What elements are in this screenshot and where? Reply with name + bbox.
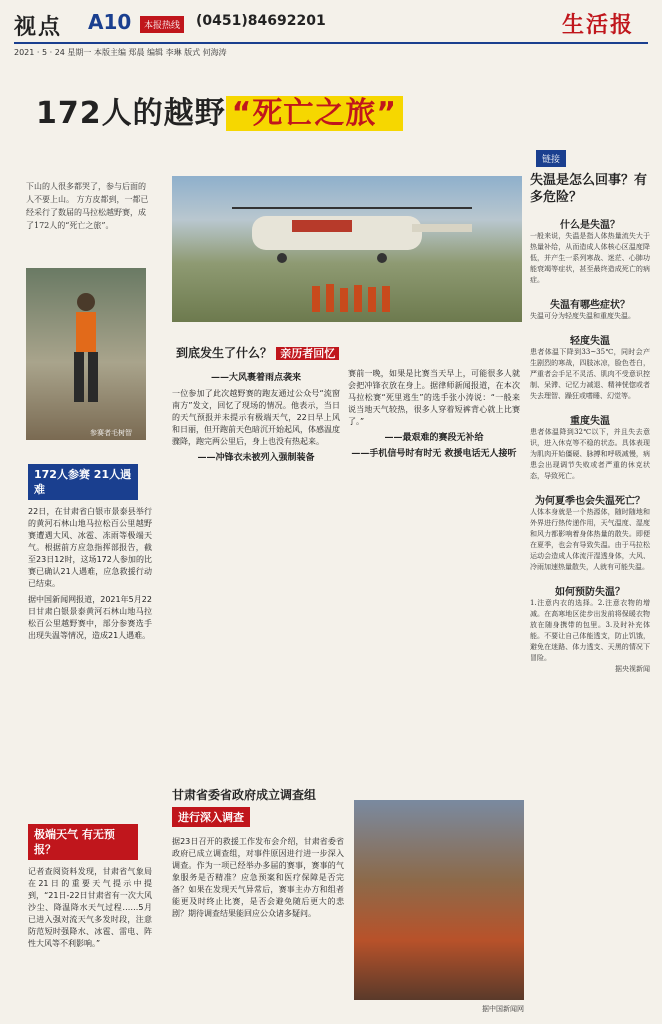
article-text-4: 据中国新闻网报道，2021年5月22日甘肃白银景泰黄河石林山地马拉松百公里越野赛中，部分参赛选手出现失温等情况，造成21人遇难。 xyxy=(28,595,152,640)
sidebar-q3: 轻度失温 xyxy=(570,336,610,347)
runner-figure-icon xyxy=(56,288,116,428)
helicopter-rescue-photo xyxy=(172,176,522,322)
hotline-phone: (0451)84692201 xyxy=(196,13,326,29)
newspaper-logo: 生活报 xyxy=(561,12,634,38)
source-2: 据央视新闻 xyxy=(615,665,650,673)
sidebar-q2: 失温有哪些症状？ xyxy=(550,300,630,311)
section-question xyxy=(176,344,339,361)
sidebar-q6: 如何预防失温？ xyxy=(555,587,625,598)
article-column-left xyxy=(28,506,152,642)
section-tag: 亲历者回忆 xyxy=(276,347,339,360)
article-column-1 xyxy=(172,368,340,468)
bottom-title-text: 甘肃省委省政府成立调查组 xyxy=(172,788,317,802)
helicopter-icon xyxy=(232,196,472,266)
headline-prefix: 172人的越野 xyxy=(36,96,226,131)
banner-weather: 极端天气 有无预报？ xyxy=(28,824,138,860)
rescuers-group-icon xyxy=(302,276,422,316)
link-tag: 链接 xyxy=(536,150,566,167)
sidebar-a2: 失温可分为轻度失温和重度失温。 xyxy=(530,312,635,320)
section-title: 视点 xyxy=(14,14,63,40)
article-text-1: 一位参加了此次越野赛的跑友通过公众号“流窗南方”发文，回忆了现场的情况。他表示，当日的天气预报并未提示有极端天气，22日早上风和日丽，但开跑前天色暗沉开始起风，体感温度骤降，跑完两公里后，身上也没有热起来。 xyxy=(172,389,340,446)
hotline-badge: 本报热线 xyxy=(140,16,184,33)
sidebar-a3: 患者体温下降到33~35℃，同时会产生剧烈的寒战，四肢冰凉，脸色苍白，严重者会手足不灵活、肌肉不受意识控制、呆滞、记忆力减退、精神恍惚或者失去理智、躁狂或嗜睡、幻觉等。 xyxy=(530,348,650,400)
source-1: 据中国新闻网 xyxy=(482,1005,524,1013)
bottom-title xyxy=(172,786,316,827)
subhead-4: ——手机信号时有时无 救援电话无人接听 xyxy=(351,449,517,459)
sidebar-title: 失温是怎么回事？有多危险？ xyxy=(530,173,648,205)
section-question-text: 到底发生了什么？ xyxy=(176,346,273,360)
lead-caption: 下山的人很多都哭了，参与后面的人不要上山。 方方皮都到，一都已经采行了数届的马拉松越野赛，成了172人的“死亡之旅”。 xyxy=(26,182,149,230)
sidebar-q1: 什么是失温？ xyxy=(560,220,620,231)
sidebar-q4: 重度失温 xyxy=(570,416,610,427)
subhead-2: ——冲锋衣未被列入强制装备 xyxy=(197,453,315,463)
article-text-2: 赛前一晚，如果是比赛当天早上，可能很多人就会把冲锋衣放在身上。据律师新闻报道，在本次马拉松赛“死里逃生”的选手张小涛说：“一般来说当地天气较热，很多人穿着短裤背心就上比赛了。” xyxy=(348,369,520,426)
sidebar-a1: 一般来说，失温是指人体热量流失大于热量补给，从而造成人体核心区温度降低，并产生一系列寒战、迷茫、心肺功能衰竭等症状，甚至最终造成死亡的病症。 xyxy=(530,232,650,284)
dateline: 2021 · 5 · 24 星期一 本版主编 郑晨 编辑 李琳 版式 何海涛 xyxy=(14,42,648,58)
photo-credit: 参赛者毛树智 xyxy=(90,429,132,437)
article-text-3: 22日，在甘肃省白银市景泰县举行的黄河石林山地马拉松百公里越野赛遭遇大风、冰雹、冻雨等极端天气。根据前方应急指挥部报告，截至23日12时，这场172人参加的比赛已确认21人遇难，应急救援行动已结束。 xyxy=(28,507,152,588)
headline-emphasis: “死亡之旅” xyxy=(226,96,403,131)
sidebar-a4: 患者体温降到32℃以下，并且失去意识，进入休克等不稳的状态。具体表现为肌肉开始僵硬、脉搏和呼吸减慢，病患会出现调节失败或者严重的休克状态，导致死亡。 xyxy=(530,428,650,480)
subhead-3: ——最艰难的赛段无补给 xyxy=(384,433,484,443)
article-text-6: 据23日召开的救援工作发布会介绍，甘肃省委省政府已成立调查组，对事件原因进行进一步深入调查。作为一项已经举办多届的赛事，赛事的气象服务是否精准？应急预案和医疗保障是否完备？如果在发现天气异常后，赛事主办方和组者能更及时终止比赛，是否会避免随后更大的悲剧？期待调查结果能回应公众诸多疑问。 xyxy=(172,837,344,918)
runner-photo xyxy=(26,268,146,440)
sidebar-a6: 1.注意内衣的选择。2.注意衣物的增减。在高寒地区徒步出发前将保暖衣物放在随身携带的包里。3.及时补充体能。不要让自己体能透支，防止饥饿，避免在迷路、体力透支、天黑的情况下冒险。 xyxy=(530,599,650,662)
article-column-2 xyxy=(348,368,520,464)
article-text-5: 记者查阅资料发现，甘肃省气象局在21日的重要天气提示中提到，“21日-22日甘肃省有一次大风沙尘、降温降水天气过程……5月已进入强对流天气多发时段，注意防范短时强降水、冰雹、雷电、阵性大风等不利影响。” xyxy=(28,867,152,948)
sidebar-panel xyxy=(530,162,650,1012)
page-number: A10 xyxy=(88,10,132,34)
headline xyxy=(36,88,403,132)
sidebar-a5: 人体本身就是一个热源体，随时随地和外界进行热传递作用，天气温度、湿度和风力都影响着身体热量的散失。即便在夏季，也会有导致失温。由于马拉松运动会造成人体流汗湿透身体，大风、冷雨加速热量散失，人就有可能失温。 xyxy=(530,508,650,571)
bottom-tag: 进行深入调查 xyxy=(172,807,250,827)
subhead-1: ——大风裹着雨点袭来 xyxy=(210,373,301,383)
sidebar-q5: 为何夏季也会失温死亡？ xyxy=(535,496,645,507)
press-conference-photo xyxy=(354,800,524,1000)
banner-casualties: 172人参赛 21人遇难 xyxy=(28,464,138,500)
